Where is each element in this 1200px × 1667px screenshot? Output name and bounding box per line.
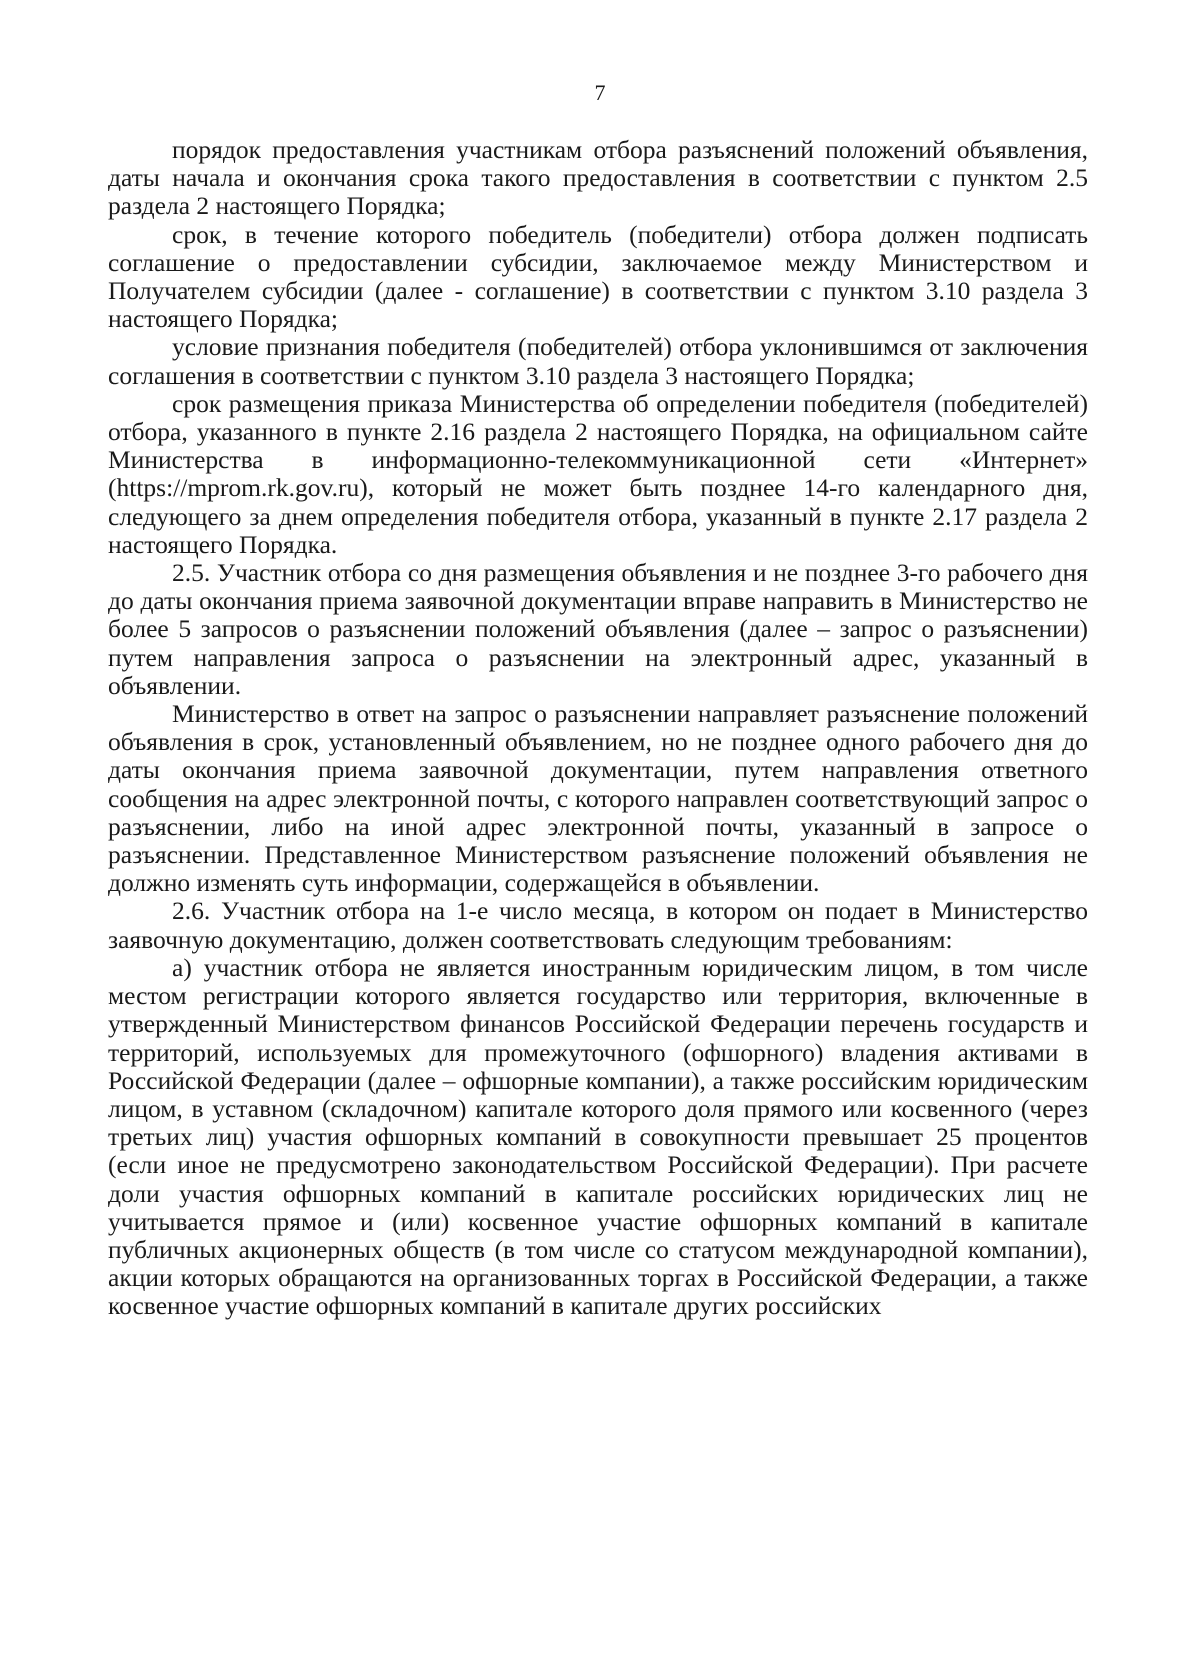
paragraph-2-5-clarification-requests: 2.5. Участник отбора со дня размещения объявления и не позднее 3-го рабочего дня до даты окончания приема заявочной документации вправе направить в Министерство не более 5 запросов о разъяснении положений объявления (далее – запрос о разъяснении) путем направления запроса о разъяснении на электронный адрес, указанный в объявлении. [108,558,1088,700]
document-body [108,136,1088,1321]
paragraph-order-publication-term: срок размещения приказа Министерства об определении победителя (победителей) отбора, указанного в пункте 2.16 раздела 2 настоящего Порядка, на официальном сайте Министерства в информационно-телекоммуникационной сети «Интернет» (https://mprom.rk.gov.ru), который не может быть позднее 14-го календарного дня, следующего за днем определения победителя отбора, указанный в пункте 2.17 раздела 2 настоящего Порядка. [108,388,1088,559]
paragraph-requirement-a: а) участник отбора не является иностранным юридическим лицом, в том числе местом регистрации которого является государство или территория, включенные в утвержденный Министерством финансов Российской Федерации перечень государств и территорий, используемых для промежуточного (офшорного) владения активами в Российской Федерации (далее – офшорные компании), а также российским юридическим лицом, в уставном (складочном) капитале которого доля прямого или косвенного (через третьих лиц) участия офшорных компаний в совокупности превышает 25 процентов (если иное не предусмотрено законодательством Российской Федерации). При расчете доли участия офшорных компаний в капитале российских юридических лиц не учитывается прямое и (или) косвенное участие офшорных компаний в капитале публичных акционерных обществ (в том числе со статусом международной компании), акции которых обращаются на организованных торгах в Российской Федерации, а также косвенное участие офшорных компаний в капитале других российских [108,952,1088,1321]
paragraph-evasion-condition: условие признания победителя (победителей) отбора уклонившимся от заключения соглашения в соответствии с пунктом 3.10 раздела 3 настоящего Порядка; [108,332,1088,390]
paragraph-agreement-signing-term: срок, в течение которого победитель (победители) отбора должен подписать соглашение о предоставлении субсидии, заключаемое между Министерством и Получателем субсидии (далее - соглашение) в соответствии с пунктом 3.10 раздела 3 настоящего Порядка; [108,219,1088,334]
paragraph-2-6-requirements: 2.6. Участник отбора на 1-е число месяца, в котором он подает в Министерство заявочную документацию, должен соответствовать следующим требованиям: [108,896,1088,954]
page-number: 7 [594,80,606,105]
paragraph-clarification-procedure: порядок предоставления участникам отбора разъяснений положений объявления, даты начала и окончания срока такого предоставления в соответствии с пунктом 2.5 раздела 2 настоящего Порядка; [108,135,1088,221]
paragraph-ministry-response: Министерство в ответ на запрос о разъяснении направляет разъяснение положений объявления в срок, установленный объявлением, но не позднее одного рабочего дня до даты окончания приема заявочной документации, путем направления ответного сообщения на адрес электронной почты, с которого направлен соответствующий запрос о разъяснении, либо на иной адрес электронной почты, указанный в запросе о разъяснении. Представленное Министерством разъяснение положений объявления не должно изменять суть информации, содержащейся в объявлении. [108,699,1088,898]
